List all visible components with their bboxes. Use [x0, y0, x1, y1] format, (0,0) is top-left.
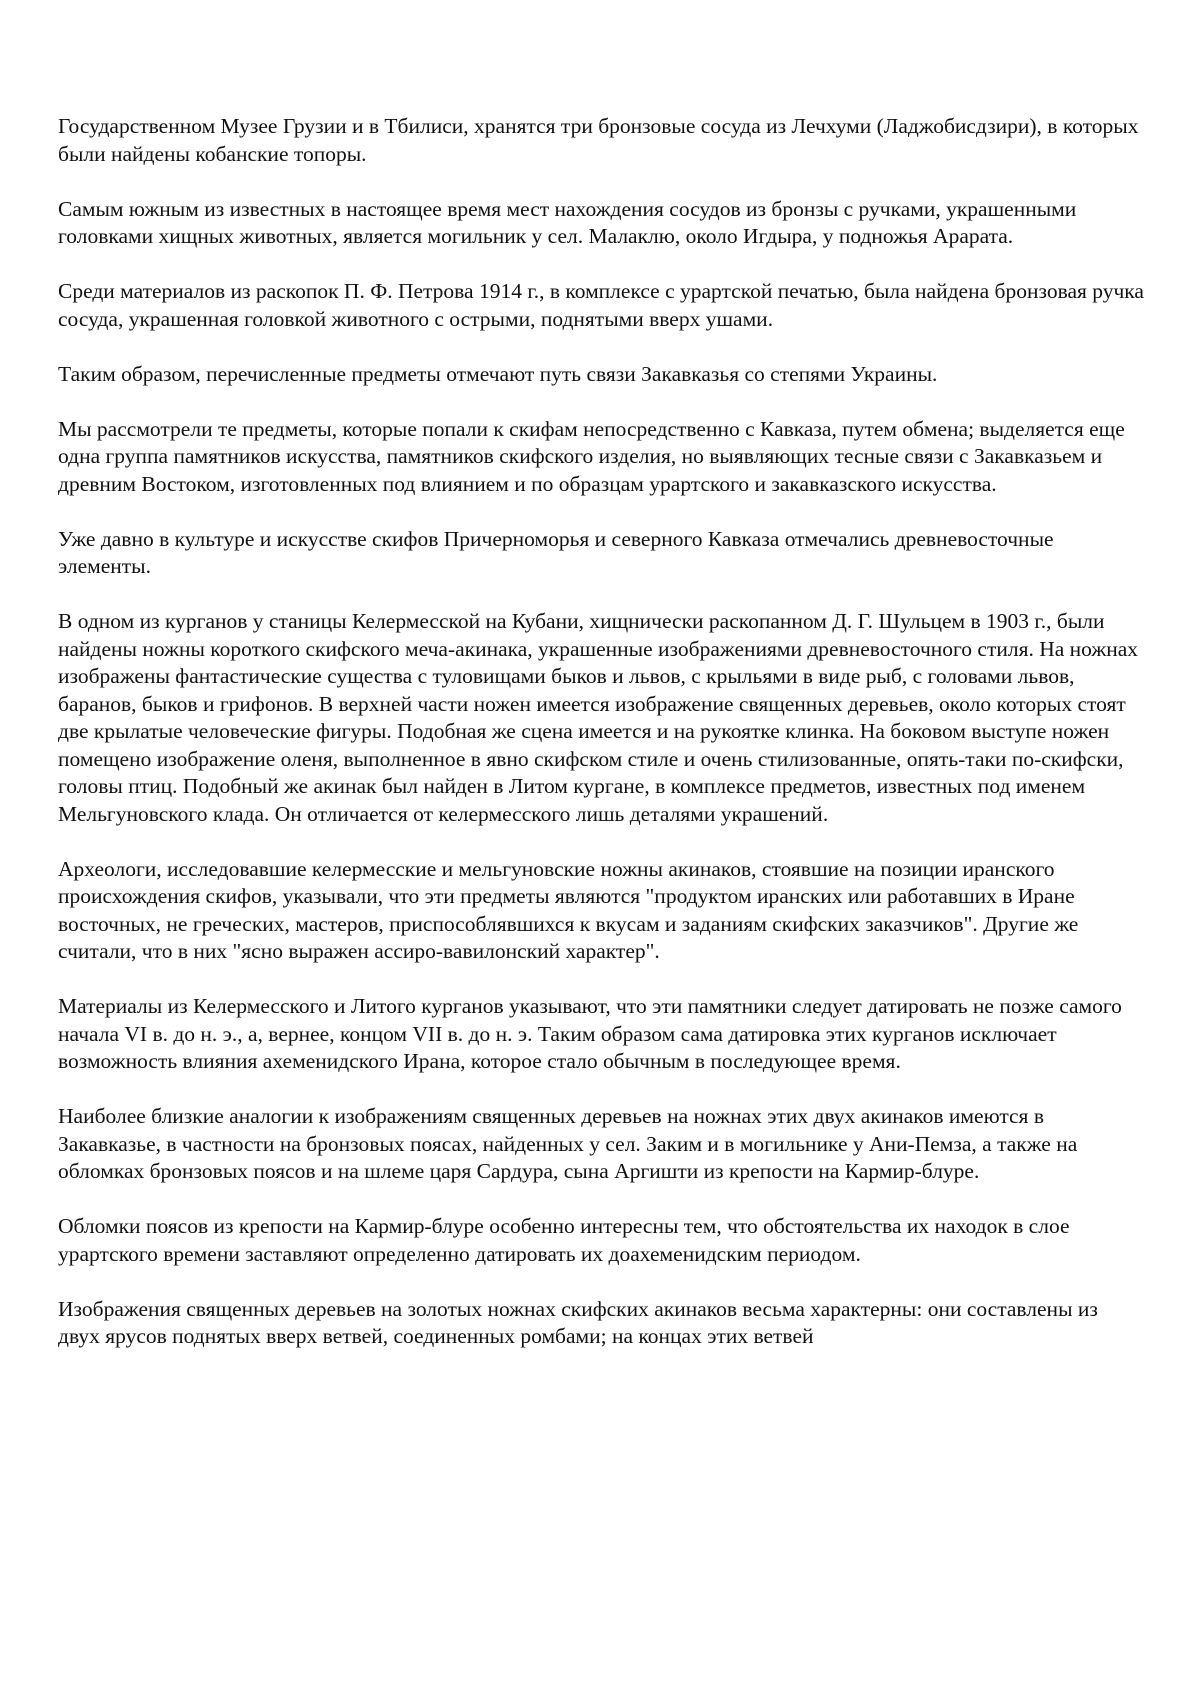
paragraph-11: Обломки поясов из крепости на Кармир-блуре особенно интересны тем, что обстоятельства их находок в слое урартского времени заставляют определенно датировать их доахеменидским периодом.	[58, 1214, 1070, 1266]
paragraph-8: Археологи, исследовавшие келермесские и мельгуновские ножны акинаков, стоявшие на позиции иранского происхождения скифов, указывали, что эти предметы являются "продуктом иранских или работавших в Иране восточных, не греческих, мастеров, приспособлявшихся к вкусам и заданиям скифских заказчиков". Другие же считали, что в них "ясно выражен ассиро-вавилонский характер".	[58, 856, 1079, 963]
paragraph-12: Изображения священных деревьев на золотых ножнах скифских акинаков весьма характерны: они составлены из двух ярусов поднятых вверх ветвей, соединенных ромбами; на концах этих ветвей	[58, 1296, 1098, 1348]
paragraph-6: Уже давно в культуре и искусстве скифов Причерноморья и северного Кавказа отмечались древневосточные элементы.	[58, 526, 1054, 578]
paragraph-10: Наиболее близкие аналогии к изображениям священных деревьев на ножнах этих двух акинаков имеются в Закавказье, в частности на бронзовых поясах, найденных у сел. Заким и в могильнике у Ани-Пемза, а также на обломках бронзовых поясов и на шлеме царя Сардура, сына Аргишти из крепости на Кармир-блуре.	[58, 1104, 1078, 1183]
paragraph-5: Мы рассмотрели те предметы, которые попали к скифам непосредственно с Кавказа, путем обмена; выделяется еще одна группа памятников искусства, памятников скифского изделия, но выявляющих тесные связи с Закавказьем и древним Востоком, изготовленных под влиянием и по образцам урартского и закавказского искусства.	[58, 416, 1125, 496]
paragraph-3: Среди материалов из раскопок П. Ф. Петрова 1914 г., в комплексе с урартской печатью, была найдена бронзовая ручка сосуда, украшенная головкой животного с острыми, поднятыми вверх ушами.	[58, 279, 1144, 331]
document-body	[58, 113, 1144, 1378]
paragraph-7: В одном из курганов у станицы Келермесской на Кубани, хищнически раскопанном Д. Г. Шульцем в 1903 г., были найдены ножны короткого скифского меча-акинака, украшенные изображениями древневосточного стиля. На ножнах изображены фантастические существа с туловищами быков и львов, с крыльями в виде рыб, с головами львов, баранов, быков и грифонов. В верхней части ножен имеется изображение священных деревьев, около которых стоят две крылатые человеческие фигуры. Подобная же сцена имеется и на рукоятке клинка. На боковом выступе ножен помещено изображение оленя, выполненное в явно скифском стиле и очень стилизованные, опять-таки по-скифски, головы птиц. Подобный же акинак был найден в Литом кургане, в комплексе предметов, известных под именем Мельгуновского клада. Он отличается от келермесского лишь деталями украшений.	[58, 609, 1139, 826]
paragraph-1: Государственном Музее Грузии и в Тбилиси, хранятся три бронзовые сосуда из Лечхуми (Ладжобисдзири), в которых были найдены кобанские топоры.	[58, 114, 1139, 166]
paragraph-2: Самым южным из известных в настоящее время мест нахождения сосудов из бронзы с ручками, украшенными головками хищных животных, является могильник у сел. Малаклю, около Игдыра, у подножья Арарата.	[58, 196, 1077, 248]
paragraph-4: Таким образом, перечисленные предметы отмечают путь связи Закавказья со степями Украины.	[58, 361, 938, 386]
paragraph-9: Материалы из Келермесского и Литого курганов указывают, что эти памятники следует датировать не позже самого начала VI в. до н. э., а, вернее, концом VII в. до н. э. Таким образом сама датировка этих курганов исключает возможность влияния ахеменидского Ирана, которое стало обычным в последующее время.	[58, 994, 1122, 1073]
